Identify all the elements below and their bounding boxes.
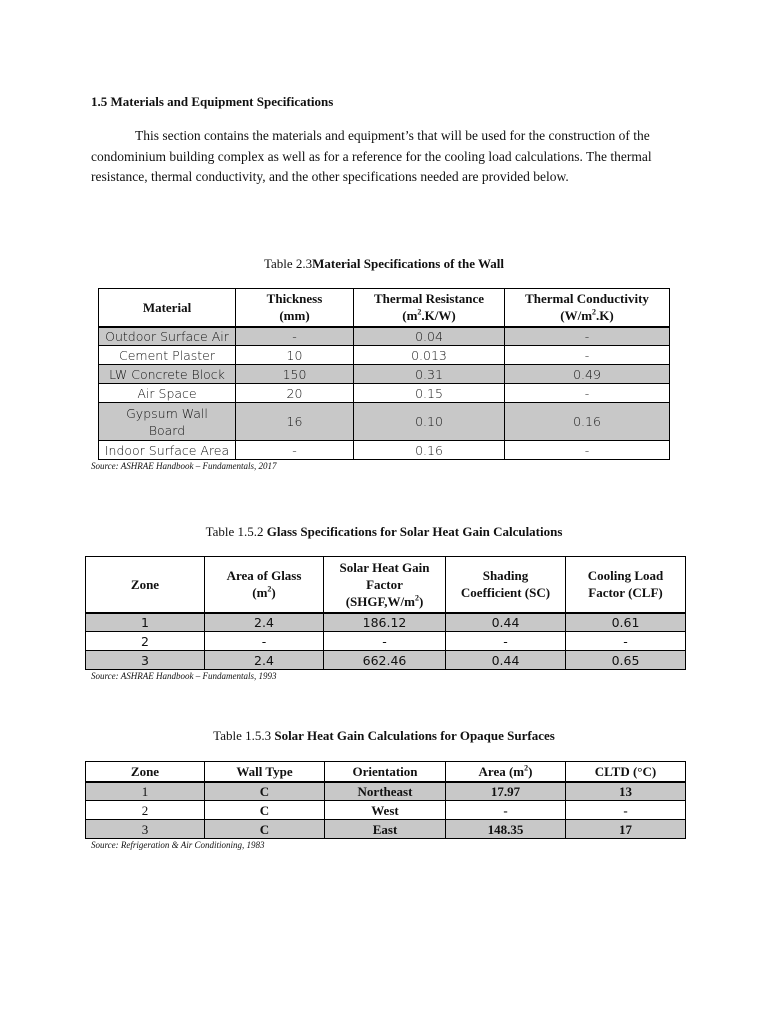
table2-source: Source: ASHRAE Handbook – Fundamentals, 1993	[91, 671, 277, 681]
glass-specifications-table	[85, 556, 686, 670]
cell-orientation: East	[325, 820, 446, 839]
header-wall-type: Wall Type	[205, 762, 325, 782]
section-paragraph: This section contains the materials and equipment’s that will be used for the construction of the condominium building complex as well as for a reference for the cooling load calculations. The thermal resistance, thermal conductivity, and the other specifications needed are provided below.	[91, 128, 652, 184]
cell-zone: 1	[86, 613, 205, 632]
table-row	[86, 782, 686, 801]
section-heading: 1.5 Materials and Equipment Specifications	[91, 94, 334, 109]
table-row	[86, 613, 686, 632]
cell-material: Cement Plaster	[99, 346, 236, 365]
cell-sc: 0.44	[446, 651, 566, 670]
table-row	[86, 632, 686, 651]
cell-zone: 3	[86, 651, 205, 670]
table3-caption-prefix: Table 1.5.3	[213, 728, 275, 743]
header-shgf: Solar Heat Gain Factor $(SHGF,W/m^2)$	[324, 557, 446, 613]
cell-clf: 0.65	[566, 651, 686, 670]
header-zone: Zone	[86, 762, 205, 782]
cell-clf: -	[566, 632, 686, 651]
cell-resistance: 0.16	[354, 441, 505, 460]
table2-caption-prefix: Table 1.5.2	[205, 524, 267, 539]
cell-wall-type: C	[205, 820, 325, 839]
cell-resistance: 0.10	[354, 403, 505, 441]
cell-orientation: Northeast	[325, 782, 446, 801]
table1-caption-title: Material Specifications of the Wall	[312, 256, 505, 271]
cell-sc: 0.44	[446, 613, 566, 632]
cell-material: Outdoor Surface Air	[99, 327, 236, 346]
cell-area: 2.4	[205, 651, 324, 670]
opaque-surfaces-table	[85, 761, 686, 839]
cell-material: Gypsum Wall Board	[99, 403, 236, 441]
cell-area: 148.35	[446, 820, 566, 839]
cell-area: 17.97	[446, 782, 566, 801]
cell-zone: 2	[86, 632, 205, 651]
cell-conductivity: -	[505, 327, 670, 346]
cell-conductivity: -	[505, 384, 670, 403]
table-row	[99, 365, 670, 384]
cell-sc: -	[446, 632, 566, 651]
table-row	[86, 651, 686, 670]
header-shading-coefficient: Shading Coefficient (SC)	[446, 557, 566, 613]
table-row	[99, 441, 670, 460]
cell-zone: 3	[86, 820, 205, 839]
cell-conductivity: -	[505, 346, 670, 365]
cell-conductivity: -	[505, 441, 670, 460]
table-row	[86, 820, 686, 839]
cell-thickness: 150	[236, 365, 354, 384]
header-thermal-conductivity: Thermal Conductivity $(W/m^2.K)$	[505, 289, 670, 327]
table1-caption	[0, 256, 768, 272]
header-material: Material	[99, 289, 236, 327]
cell-area: -	[446, 801, 566, 820]
cell-thickness: -	[236, 441, 354, 460]
cell-zone: 1	[86, 782, 205, 801]
cell-material: LW Concrete Block	[99, 365, 236, 384]
header-area: Area $(m^2)$	[446, 762, 566, 782]
cell-thickness: 20	[236, 384, 354, 403]
cell-resistance: 0.31	[354, 365, 505, 384]
cell-conductivity: 0.49	[505, 365, 670, 384]
cell-material: Air Space	[99, 384, 236, 403]
cell-resistance: 0.15	[354, 384, 505, 403]
cell-area: -	[205, 632, 324, 651]
header-orientation: Orientation	[325, 762, 446, 782]
cell-conductivity: 0.16	[505, 403, 670, 441]
table-row	[99, 327, 670, 346]
table1-caption-prefix: Table 2.3	[263, 256, 313, 271]
cell-cltd: -	[566, 801, 686, 820]
cell-orientation: West	[325, 801, 446, 820]
cell-area: 2.4	[205, 613, 324, 632]
cell-clf: 0.61	[566, 613, 686, 632]
header-zone: Zone	[86, 557, 205, 613]
table3-source: Source: Refrigeration & Air Conditioning, 1983	[91, 840, 265, 850]
header-thickness: Thickness (mm)	[236, 289, 354, 327]
header-cltd: CLTD (°C)	[566, 762, 686, 782]
table-row	[99, 346, 670, 365]
table-row	[99, 403, 670, 441]
cell-zone: 2	[86, 801, 205, 820]
table2-caption-title: Glass Specifications for Solar Heat Gain Calculations	[266, 524, 563, 539]
cell-cltd: 17	[566, 820, 686, 839]
header-thermal-resistance: Thermal Resistance $(m^2.K/W)$	[354, 289, 505, 327]
table3-caption-title: Solar Heat Gain Calculations for Opaque Surfaces	[274, 728, 555, 743]
cell-wall-type: C	[205, 801, 325, 820]
cell-material: Indoor Surface Area	[99, 441, 236, 460]
material-specifications-table	[98, 288, 670, 460]
cell-shgf: -	[324, 632, 446, 651]
cell-resistance: 0.04	[354, 327, 505, 346]
table1-source: Source: ASHRAE Handbook – Fundamentals, 2017	[91, 461, 277, 471]
table2-caption	[0, 524, 768, 540]
cell-resistance: 0.013	[354, 346, 505, 365]
cell-thickness: -	[236, 327, 354, 346]
cell-thickness: 10	[236, 346, 354, 365]
cell-shgf: 662.46	[324, 651, 446, 670]
cell-thickness: 16	[236, 403, 354, 441]
cell-cltd: 13	[566, 782, 686, 801]
cell-wall-type: C	[205, 782, 325, 801]
table3-caption	[0, 728, 768, 744]
header-cooling-load-factor: Cooling Load Factor (CLF)	[566, 557, 686, 613]
header-area-of-glass: Area of Glass $(m^2)$	[205, 557, 324, 613]
table-row	[86, 801, 686, 820]
cell-shgf: 186.12	[324, 613, 446, 632]
table-row	[99, 384, 670, 403]
